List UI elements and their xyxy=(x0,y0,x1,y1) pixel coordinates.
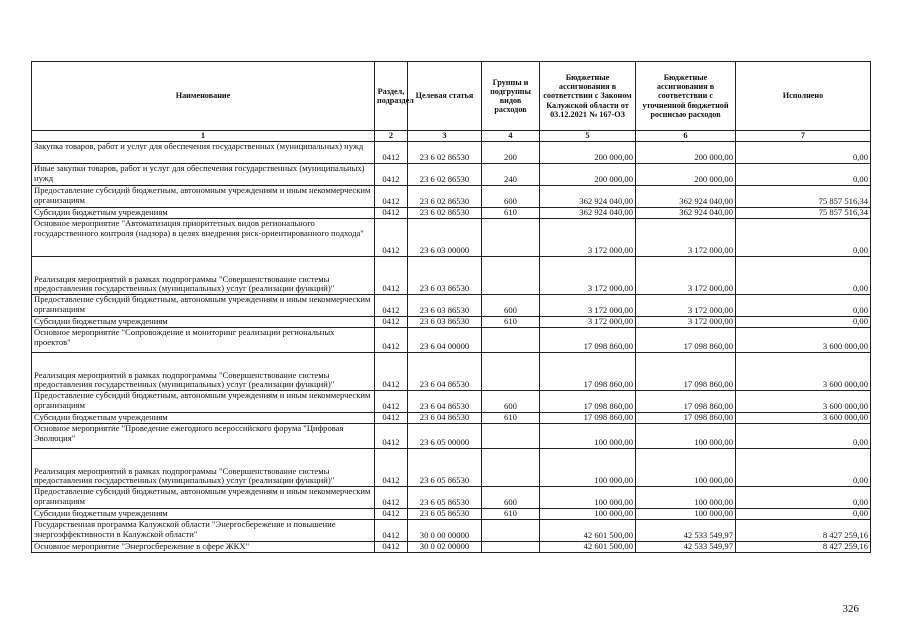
row-refined-amount: 17 098 860,00 xyxy=(636,391,736,413)
row-law-amount: 3 172 000,00 xyxy=(540,317,636,328)
row-target: 23 6 05 86530 xyxy=(408,487,482,509)
row-law-amount: 17 098 860,00 xyxy=(540,353,636,391)
row-name: Субсидии бюджетным учреждениям xyxy=(32,317,375,328)
row-refined-amount: 100 000,00 xyxy=(636,424,736,449)
row-section: 0412 xyxy=(375,509,408,520)
column-number: 2 xyxy=(375,131,408,142)
table-row xyxy=(32,142,871,164)
row-refined-amount: 17 098 860,00 xyxy=(636,413,736,424)
row-group xyxy=(482,353,540,391)
row-group xyxy=(482,449,540,487)
row-law-amount: 17 098 860,00 xyxy=(540,328,636,353)
row-section: 0412 xyxy=(375,142,408,164)
row-group xyxy=(482,520,540,542)
table-row xyxy=(32,219,871,257)
row-name: Субсидии бюджетным учреждениям xyxy=(32,208,375,219)
header-budget-refined: Бюджетные ассигнования в соответствии с уточненной бюджетной росписью расходов xyxy=(636,62,736,131)
row-name: Субсидии бюджетным учреждениям xyxy=(32,509,375,520)
row-name: Основное мероприятие "Энергосбережение в сфере ЖКХ" xyxy=(32,542,375,553)
row-group: 610 xyxy=(482,208,540,219)
row-section: 0412 xyxy=(375,424,408,449)
row-group: 240 xyxy=(482,164,540,186)
row-refined-amount: 42 533 549,97 xyxy=(636,542,736,553)
row-group xyxy=(482,257,540,295)
page-number: 326 xyxy=(842,603,859,615)
column-number: 4 xyxy=(482,131,540,142)
row-section: 0412 xyxy=(375,186,408,208)
row-executed-amount: 3 600 000,00 xyxy=(736,413,871,424)
row-refined-amount: 200 000,00 xyxy=(636,164,736,186)
row-name: Реализация мероприятий в рамках подпрограммы "Совершенствование системы предоставления государственных (муниципальных) услуг (реализации функций)" xyxy=(32,449,375,487)
row-group xyxy=(482,328,540,353)
row-executed-amount: 0,00 xyxy=(736,487,871,509)
row-section: 0412 xyxy=(375,542,408,553)
row-law-amount: 42 601 500,00 xyxy=(540,520,636,542)
table-row xyxy=(32,391,871,413)
row-section: 0412 xyxy=(375,449,408,487)
row-group: 600 xyxy=(482,186,540,208)
table-row xyxy=(32,295,871,317)
row-name: Основное мероприятие "Проведение ежегодного всероссийского форума "Цифровая Эволюция" xyxy=(32,424,375,449)
table-row xyxy=(32,413,871,424)
row-law-amount: 3 172 000,00 xyxy=(540,219,636,257)
table-row xyxy=(32,208,871,219)
row-target: 23 6 03 86530 xyxy=(408,257,482,295)
row-refined-amount: 362 924 040,00 xyxy=(636,208,736,219)
row-name: Закупка товаров, работ и услуг для обеспечения государственных (муниципальных) нужд xyxy=(32,142,375,164)
table-row xyxy=(32,257,871,295)
row-section: 0412 xyxy=(375,328,408,353)
row-target: 23 6 02 86530 xyxy=(408,164,482,186)
row-target: 23 6 05 00000 xyxy=(408,424,482,449)
row-section: 0412 xyxy=(375,487,408,509)
header-groups: Группы и подгруппы видов расходов xyxy=(482,62,540,131)
row-refined-amount: 100 000,00 xyxy=(636,509,736,520)
row-target: 23 6 03 86530 xyxy=(408,295,482,317)
row-group: 600 xyxy=(482,487,540,509)
row-section: 0412 xyxy=(375,391,408,413)
row-name: Предоставление субсидий бюджетным, автономным учреждениям и иным некоммерческим организациям xyxy=(32,186,375,208)
row-executed-amount: 8 427 259,16 xyxy=(736,542,871,553)
row-target: 30 0 00 00000 xyxy=(408,520,482,542)
row-name: Предоставление субсидий бюджетным, автономным учреждениям и иным некоммерческим организациям xyxy=(32,295,375,317)
table-row xyxy=(32,186,871,208)
row-executed-amount: 75 857 516,34 xyxy=(736,186,871,208)
row-executed-amount: 75 857 516,34 xyxy=(736,208,871,219)
row-name: Иные закупки товаров, работ и услуг для обеспечения государственных (муниципальных) нужд xyxy=(32,164,375,186)
row-section: 0412 xyxy=(375,164,408,186)
row-law-amount: 3 172 000,00 xyxy=(540,295,636,317)
table-row xyxy=(32,353,871,391)
row-name: Основное мероприятие "Сопровождение и мониторинг реализации региональных проектов" xyxy=(32,328,375,353)
row-law-amount: 17 098 860,00 xyxy=(540,391,636,413)
row-refined-amount: 3 172 000,00 xyxy=(636,219,736,257)
table-row xyxy=(32,487,871,509)
row-law-amount: 17 098 860,00 xyxy=(540,413,636,424)
row-section: 0412 xyxy=(375,353,408,391)
header-row xyxy=(32,62,871,131)
row-name: Предоставление субсидий бюджетным, автономным учреждениям и иным некоммерческим организациям xyxy=(32,487,375,509)
row-section: 0412 xyxy=(375,413,408,424)
row-refined-amount: 362 924 040,00 xyxy=(636,186,736,208)
row-group: 610 xyxy=(482,317,540,328)
row-law-amount: 42 601 500,00 xyxy=(540,542,636,553)
row-refined-amount: 100 000,00 xyxy=(636,449,736,487)
table-row xyxy=(32,520,871,542)
row-law-amount: 362 924 040,00 xyxy=(540,186,636,208)
row-section: 0412 xyxy=(375,317,408,328)
row-executed-amount: 0,00 xyxy=(736,509,871,520)
row-name: Реализация мероприятий в рамках подпрограммы "Совершенствование системы предоставления государственных (муниципальных) услуг (реализации функций)" xyxy=(32,353,375,391)
column-number: 3 xyxy=(408,131,482,142)
row-target: 23 6 03 00000 xyxy=(408,219,482,257)
row-executed-amount: 8 427 259,16 xyxy=(736,520,871,542)
row-refined-amount: 17 098 860,00 xyxy=(636,353,736,391)
row-target: 30 0 02 00000 xyxy=(408,542,482,553)
row-section: 0412 xyxy=(375,208,408,219)
row-section: 0412 xyxy=(375,219,408,257)
table-row xyxy=(32,164,871,186)
row-target: 23 6 02 86530 xyxy=(408,208,482,219)
header-section: Раздел, подраздел xyxy=(375,62,408,131)
row-executed-amount: 0,00 xyxy=(736,295,871,317)
header-executed: Исполнено xyxy=(736,62,871,131)
column-number: 5 xyxy=(540,131,636,142)
header-budget-law: Бюджетные ассигнования в соответствии с Законом Калужской области от 03.12.2021 № 167-ОЗ xyxy=(540,62,636,131)
column-number: 7 xyxy=(736,131,871,142)
row-group: 610 xyxy=(482,413,540,424)
row-group xyxy=(482,219,540,257)
row-law-amount: 100 000,00 xyxy=(540,509,636,520)
row-law-amount: 100 000,00 xyxy=(540,449,636,487)
row-law-amount: 200 000,00 xyxy=(540,142,636,164)
row-executed-amount: 3 600 000,00 xyxy=(736,353,871,391)
row-executed-amount: 3 600 000,00 xyxy=(736,328,871,353)
row-target: 23 6 04 86530 xyxy=(408,413,482,424)
table-row xyxy=(32,328,871,353)
table-row xyxy=(32,317,871,328)
row-group: 610 xyxy=(482,509,540,520)
header-target: Целевая статья xyxy=(408,62,482,131)
row-target: 23 6 05 86530 xyxy=(408,509,482,520)
row-executed-amount: 0,00 xyxy=(736,449,871,487)
row-target: 23 6 02 86530 xyxy=(408,142,482,164)
row-group xyxy=(482,542,540,553)
column-number: 1 xyxy=(32,131,375,142)
row-target: 23 6 02 86530 xyxy=(408,186,482,208)
row-executed-amount: 0,00 xyxy=(736,164,871,186)
row-section: 0412 xyxy=(375,520,408,542)
row-name: Субсидии бюджетным учреждениям xyxy=(32,413,375,424)
table-row xyxy=(32,449,871,487)
row-refined-amount: 3 172 000,00 xyxy=(636,295,736,317)
row-law-amount: 3 172 000,00 xyxy=(540,257,636,295)
row-law-amount: 100 000,00 xyxy=(540,487,636,509)
row-section: 0412 xyxy=(375,257,408,295)
row-group: 600 xyxy=(482,391,540,413)
row-law-amount: 200 000,00 xyxy=(540,164,636,186)
row-executed-amount: 0,00 xyxy=(736,317,871,328)
row-refined-amount: 17 098 860,00 xyxy=(636,328,736,353)
row-refined-amount: 200 000,00 xyxy=(636,142,736,164)
column-number: 6 xyxy=(636,131,736,142)
row-group: 600 xyxy=(482,295,540,317)
row-executed-amount: 0,00 xyxy=(736,257,871,295)
budget-table xyxy=(31,61,871,553)
row-executed-amount: 3 600 000,00 xyxy=(736,391,871,413)
row-executed-amount: 0,00 xyxy=(736,219,871,257)
table-row xyxy=(32,424,871,449)
row-refined-amount: 3 172 000,00 xyxy=(636,257,736,295)
header-name: Наименование xyxy=(32,62,375,131)
row-section: 0412 xyxy=(375,295,408,317)
row-group: 200 xyxy=(482,142,540,164)
row-refined-amount: 42 533 549,97 xyxy=(636,520,736,542)
row-name: Государственная программа Калужской области "Энергосбережение и повышение энергоэффективности в Калужской области" xyxy=(32,520,375,542)
row-name: Реализация мероприятий в рамках подпрограммы "Совершенствование системы предоставления государственных (муниципальных) услуг (реализации функций)" xyxy=(32,257,375,295)
row-refined-amount: 3 172 000,00 xyxy=(636,317,736,328)
table-row xyxy=(32,509,871,520)
row-executed-amount: 0,00 xyxy=(736,424,871,449)
row-target: 23 6 05 86530 xyxy=(408,449,482,487)
row-target: 23 6 04 86530 xyxy=(408,391,482,413)
row-executed-amount: 0,00 xyxy=(736,142,871,164)
row-target: 23 6 04 86530 xyxy=(408,353,482,391)
row-name: Основное мероприятие "Автоматизация приоритетных видов регионального государственного контроля (надзора) в целях внедрения риск-ориентированного подхода" xyxy=(32,219,375,257)
row-target: 23 6 04 00000 xyxy=(408,328,482,353)
row-law-amount: 362 924 040,00 xyxy=(540,208,636,219)
row-refined-amount: 100 000,00 xyxy=(636,487,736,509)
table-row xyxy=(32,542,871,553)
row-target: 23 6 03 86530 xyxy=(408,317,482,328)
column-number-row xyxy=(32,131,871,142)
row-group xyxy=(482,424,540,449)
row-law-amount: 100 000,00 xyxy=(540,424,636,449)
row-name: Предоставление субсидий бюджетным, автономным учреждениям и иным некоммерческим организациям xyxy=(32,391,375,413)
